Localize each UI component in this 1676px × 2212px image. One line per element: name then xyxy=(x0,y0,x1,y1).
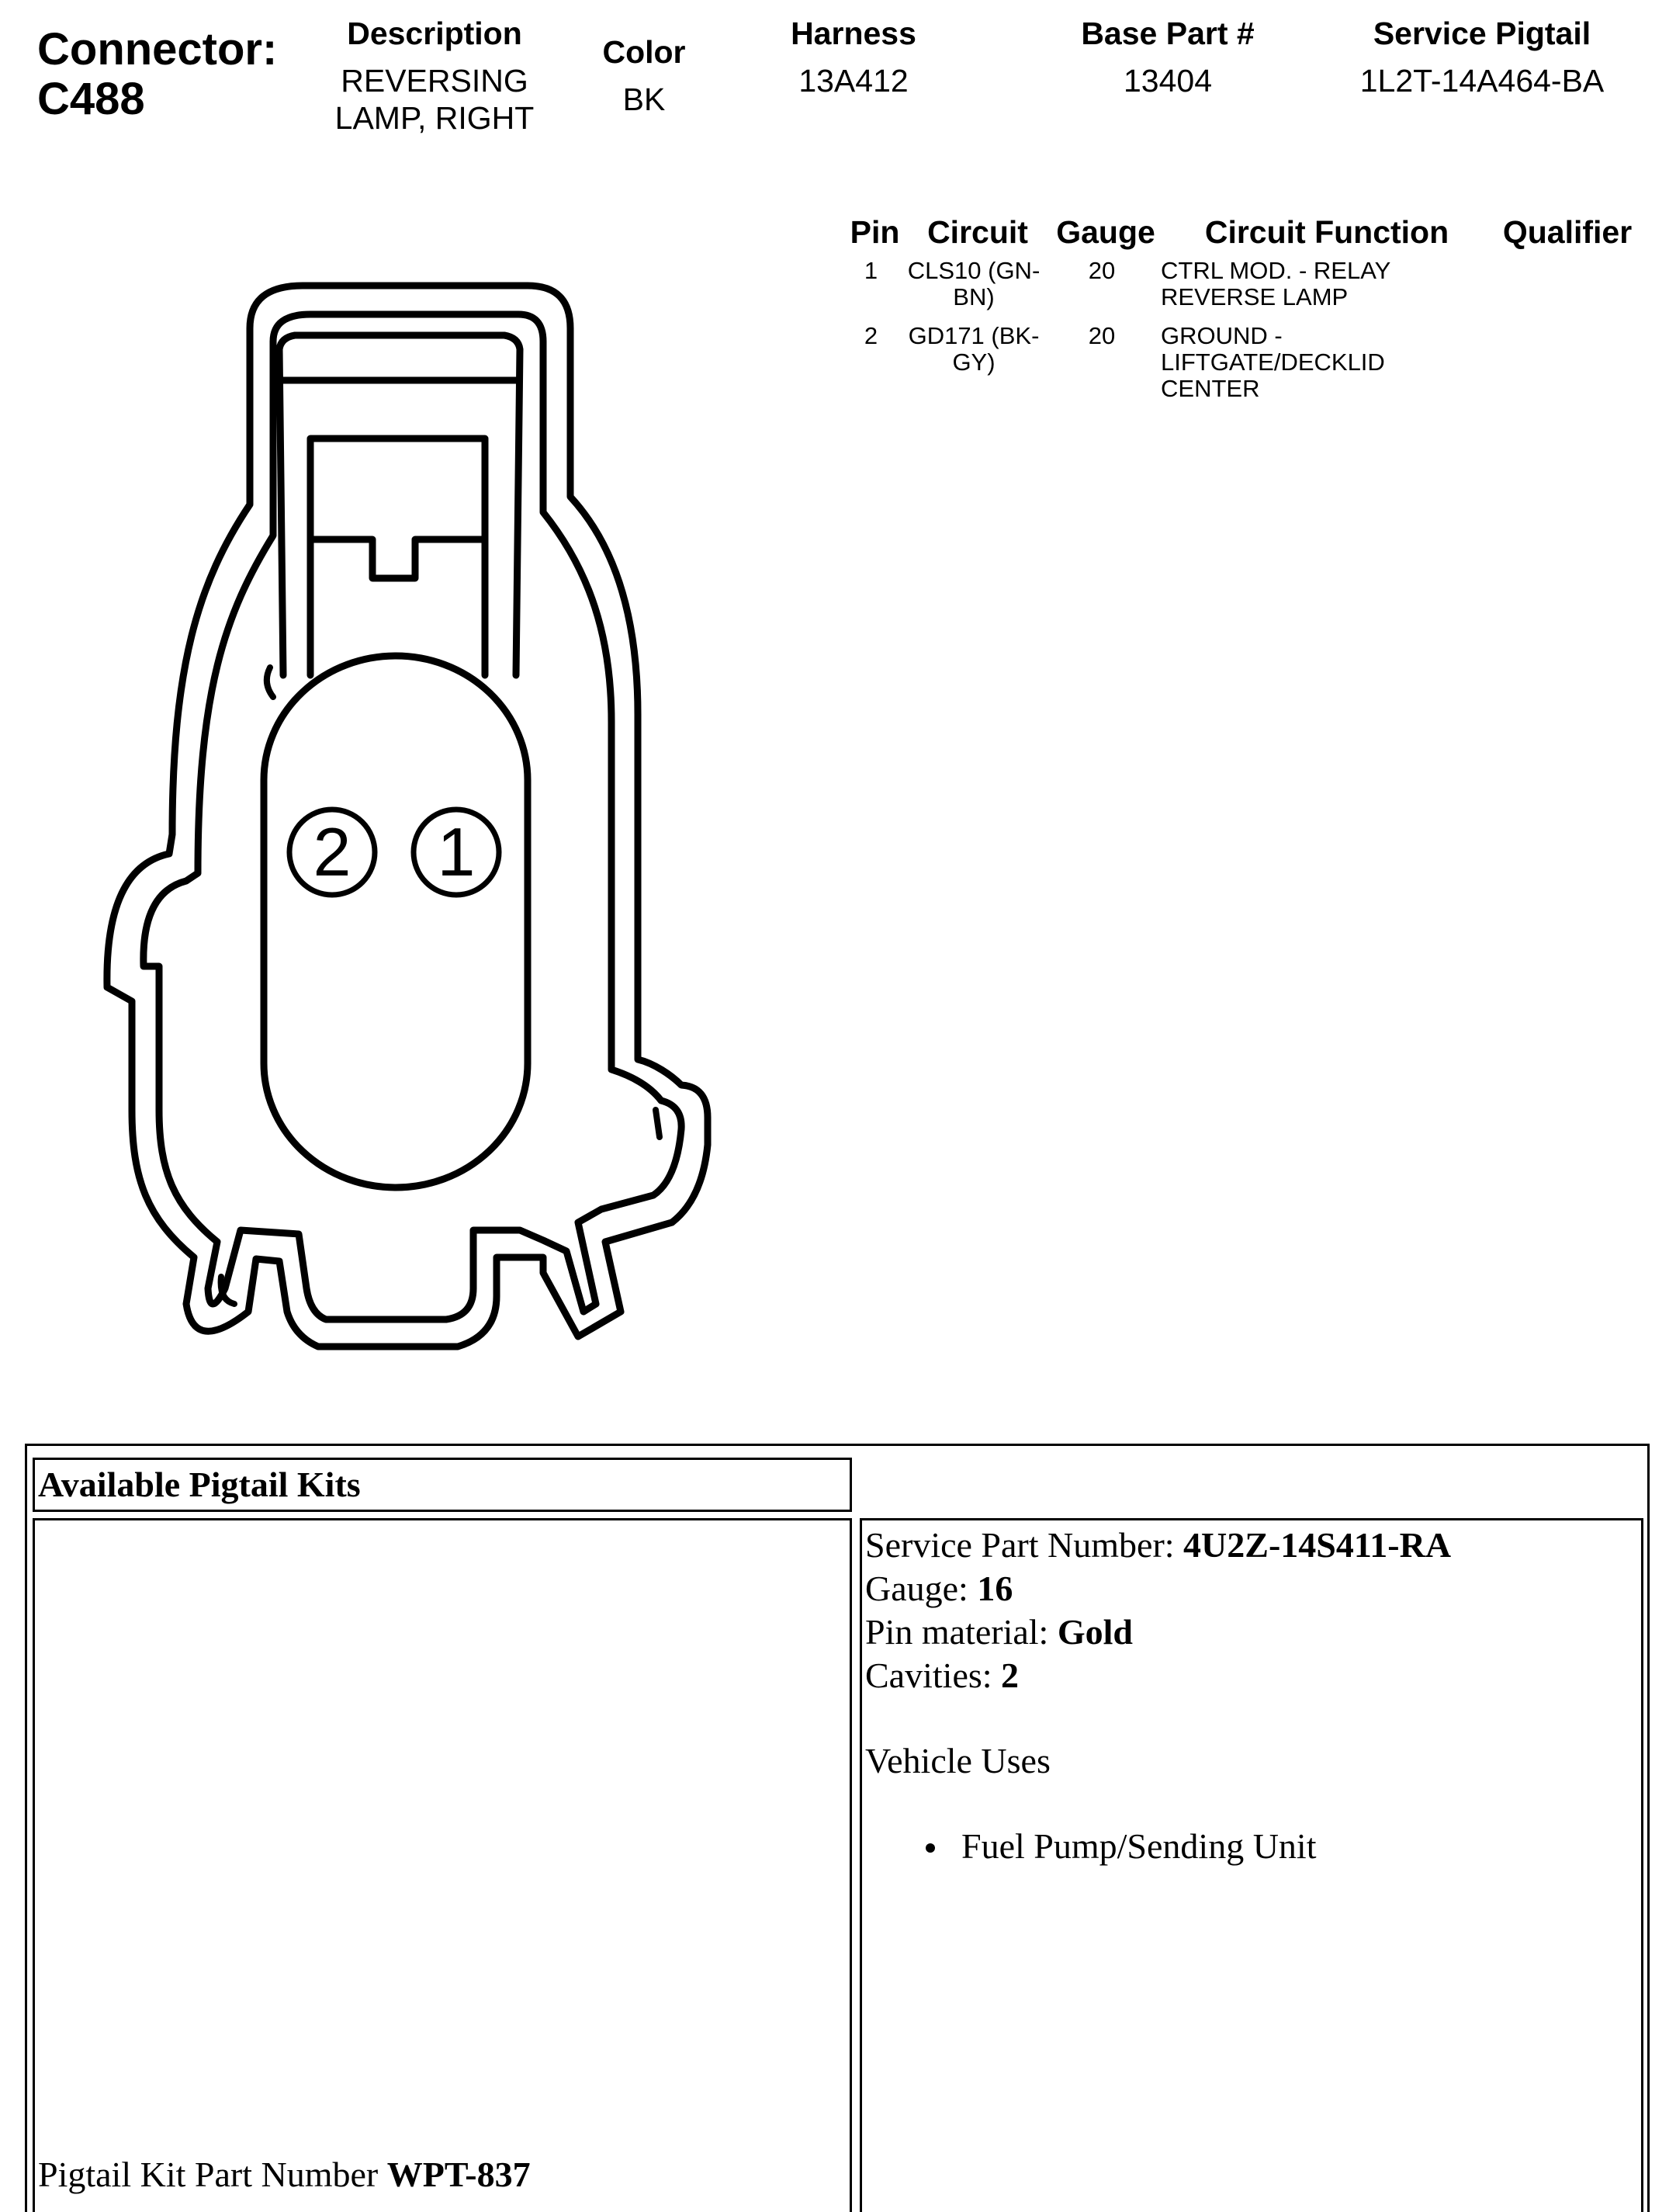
cavity-label-2: 2 xyxy=(313,813,351,890)
terminal-insert xyxy=(264,656,528,1187)
latch-tab xyxy=(310,439,485,578)
pin-number: 1 xyxy=(864,257,878,284)
cavity-label-1: 1 xyxy=(437,813,476,890)
pin-col-header: Pin xyxy=(850,214,900,250)
base-part-value: 13404 xyxy=(1123,63,1212,99)
connector-face-diagram xyxy=(0,0,776,1413)
circuit-line2: GY) xyxy=(952,348,996,376)
circuit-line2: BN) xyxy=(953,283,995,310)
pin-material-value: Gold xyxy=(1057,1612,1133,1652)
service-part-details xyxy=(865,1524,1633,1868)
description-header: Description xyxy=(347,16,522,51)
cavities-label: Cavities: xyxy=(865,1656,1002,1695)
pigtail-kits-title: Available Pigtail Kits xyxy=(38,1465,361,1504)
pigtail-kit-part-value: WPT-837 xyxy=(386,2155,531,2194)
gauge-value: 20 xyxy=(1088,257,1116,284)
gauge-value: 20 xyxy=(1088,322,1116,349)
pigtail-kits-title-cell xyxy=(33,1458,852,1512)
pin-number: 2 xyxy=(864,322,878,349)
function-line1: GROUND - xyxy=(1161,322,1283,349)
service-pigtail-value: 1L2T-14A464-BA xyxy=(1359,63,1605,99)
qualifier-col-header: Qualifier xyxy=(1502,214,1633,250)
pin-material-line xyxy=(865,1610,1633,1654)
connector-label: Connector: xyxy=(37,24,278,75)
function-line3: CENTER xyxy=(1161,375,1260,402)
color-header: Color xyxy=(602,34,686,70)
base-part-header: Base Part # xyxy=(1081,16,1255,51)
circuit-line1: CLS10 (GN- xyxy=(907,257,1041,284)
description-value-line2: LAMP, RIGHT xyxy=(334,100,535,136)
function-line2: REVERSE LAMP xyxy=(1161,283,1349,310)
gauge-value: 16 xyxy=(977,1569,1013,1608)
description-value-line1: REVERSING xyxy=(341,63,528,99)
vehicle-uses-list xyxy=(865,1825,1633,1868)
function-col-header: Circuit Function xyxy=(1204,214,1449,250)
gauge-col-header: Gauge xyxy=(1056,214,1155,250)
service-part-line xyxy=(865,1524,1633,1567)
service-pigtail-header: Service Pigtail xyxy=(1373,16,1591,51)
function-line1: CTRL MOD. - RELAY xyxy=(1161,257,1391,284)
pin-material-label: Pin material: xyxy=(865,1612,1058,1652)
detail-mark xyxy=(267,667,273,697)
connector-id: C488 xyxy=(37,74,145,124)
harness-value: 13A412 xyxy=(798,63,909,99)
circuit-col-header: Circuit xyxy=(927,214,1028,250)
vehicle-uses-heading: Vehicle Uses xyxy=(865,1741,1051,1780)
cavities-line xyxy=(865,1654,1633,1697)
circuit-line1: GD171 (BK- xyxy=(908,322,1040,349)
service-part-label: Service Part Number: xyxy=(865,1525,1184,1565)
pigtail-kit-cell xyxy=(33,1518,852,2212)
gauge-label: Gauge: xyxy=(865,1569,978,1608)
pigtail-kit-part-label: Pigtail Kit Part Number xyxy=(38,2155,387,2194)
service-part-value: 4U2Z-14S411-RA xyxy=(1183,1525,1452,1565)
color-value: BK xyxy=(622,81,666,117)
vehicle-use-item: Fuel Pump/Sending Unit xyxy=(865,1825,1633,1868)
gauge-line xyxy=(865,1567,1633,1610)
pigtail-kit-part-number xyxy=(38,2153,531,2196)
cavities-value: 2 xyxy=(1001,1656,1020,1695)
function-line2: LIFTGATE/DECKLID xyxy=(1161,348,1385,376)
detail-mark xyxy=(656,1110,660,1137)
connector-inner-outline xyxy=(144,314,681,1319)
service-part-cell xyxy=(860,1518,1643,2212)
harness-header: Harness xyxy=(791,16,916,51)
